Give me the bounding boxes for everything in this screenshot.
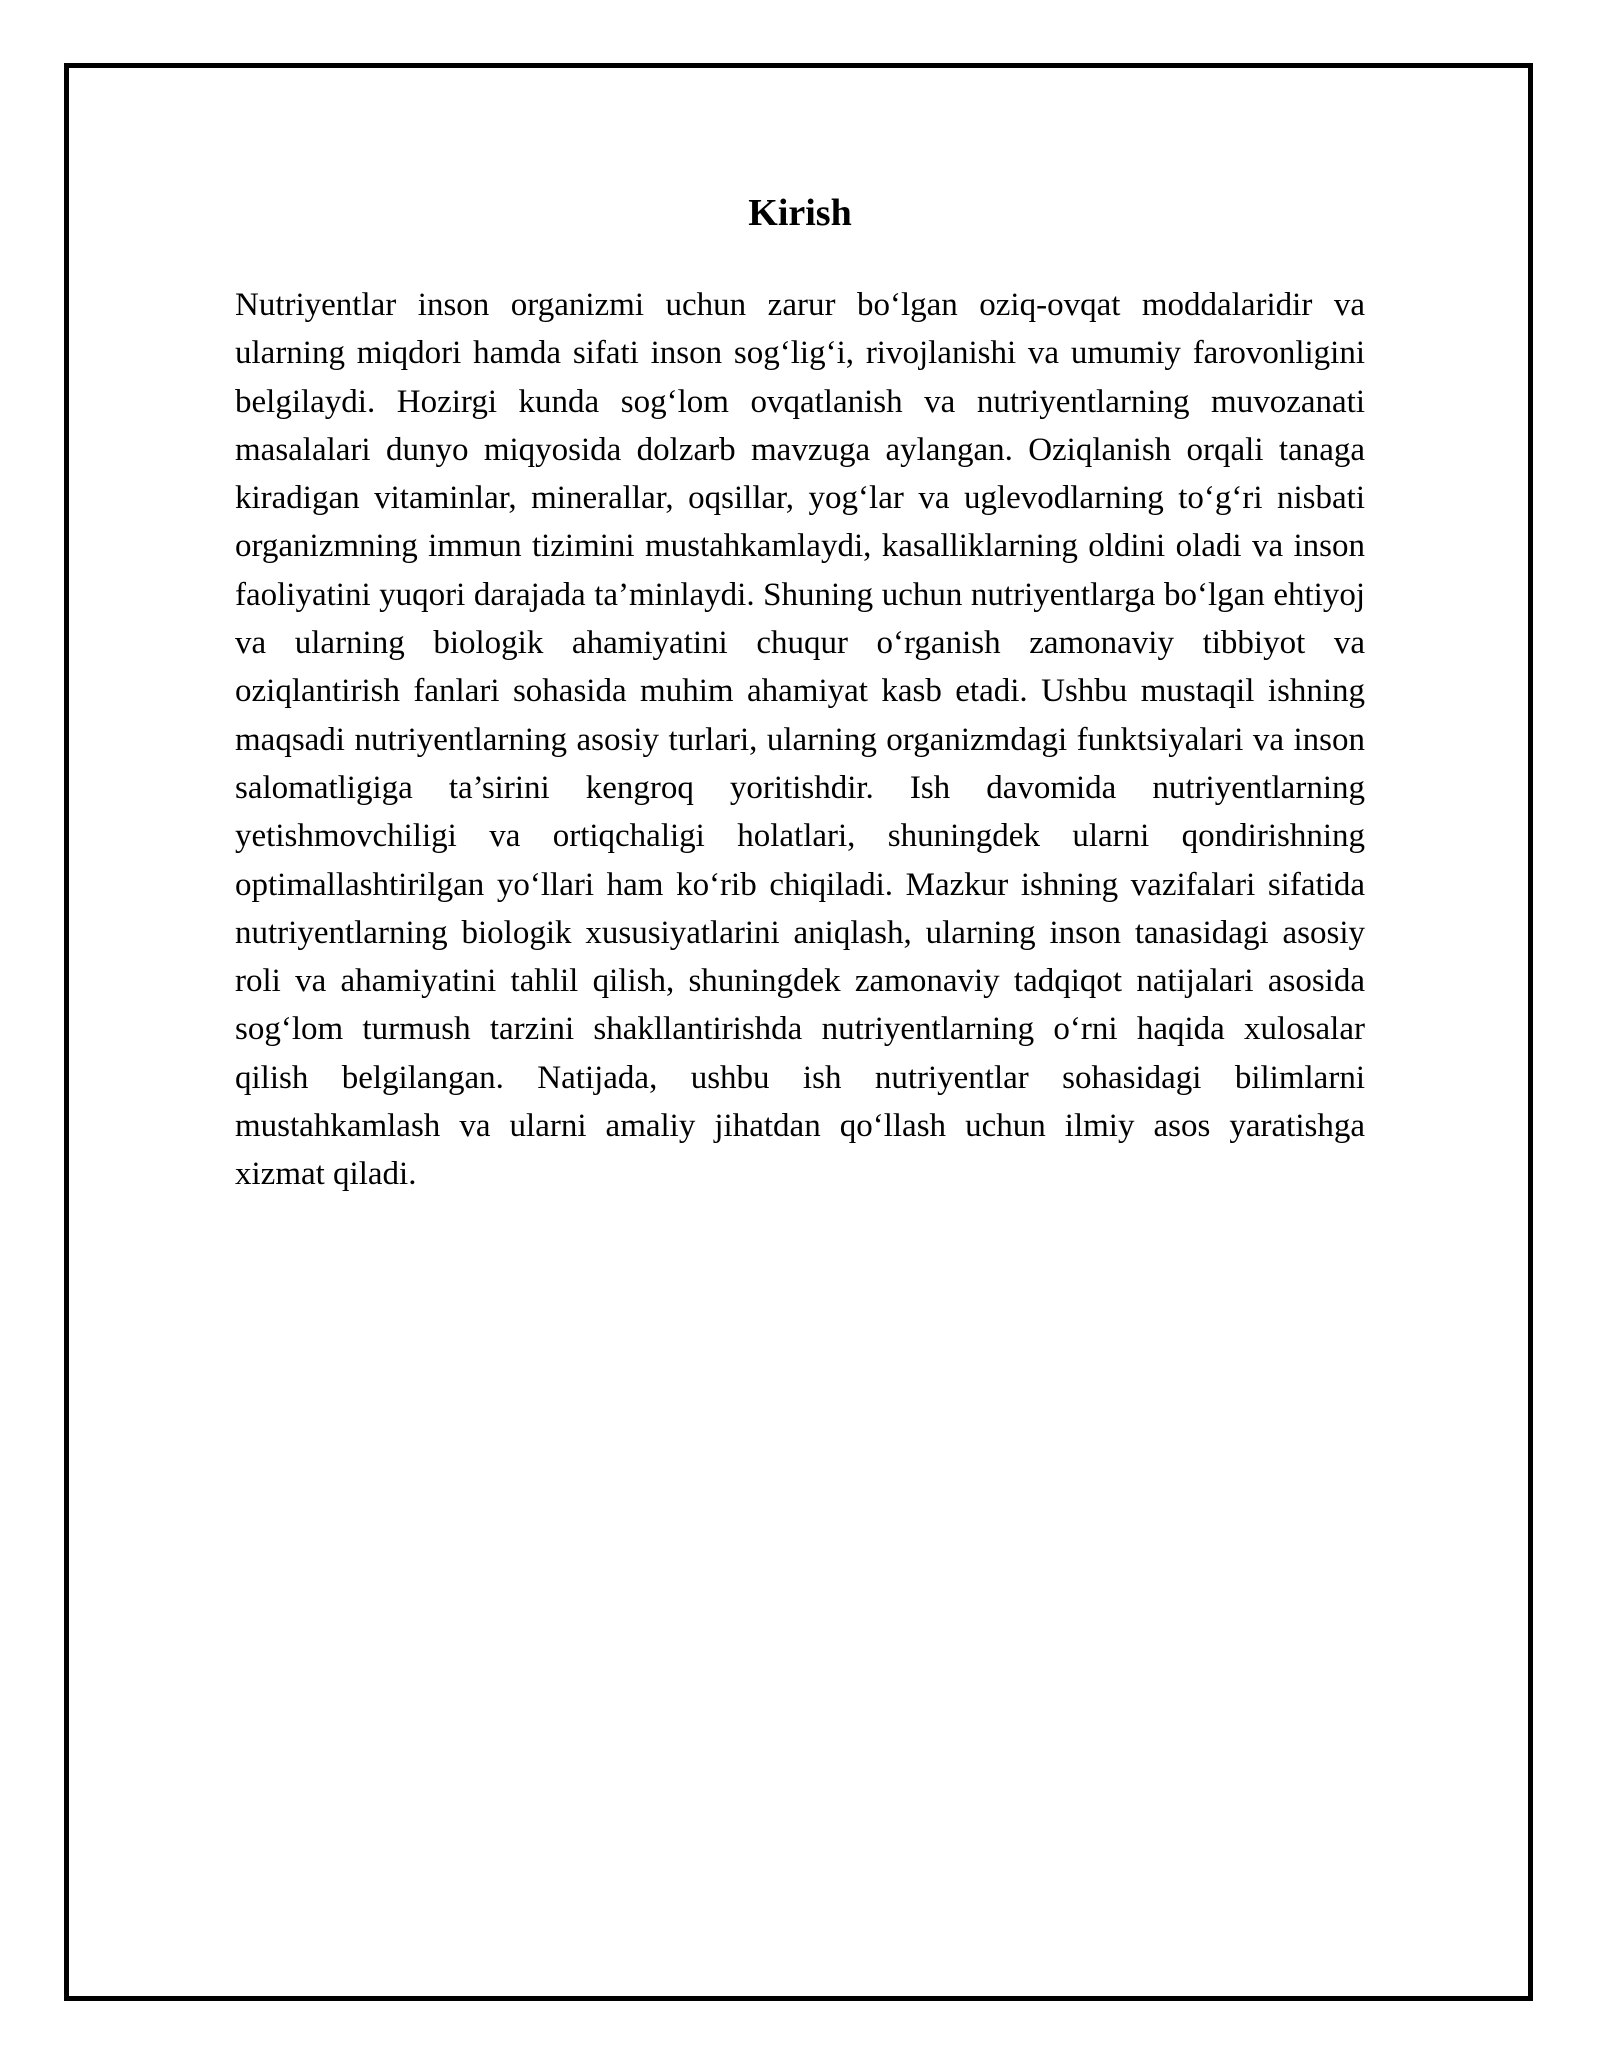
document-title: Kirish [748,192,852,234]
document-content [235,185,1365,1199]
body-paragraph: Nutriyentlar inson organizmi uchun zarur bo‘lgan oziq-ovqat moddalaridir va ularning miqdori hamda sifati inson sog‘lig‘i, rivojlanishi va umumiy farovonligini belgilaydi. Hozirgi kunda sog‘lom ovqatlanish va nutriyentlarning muvozanati masalalari dunyo miqyosida dolzarb mavzuga aylangan. Oziqlanish orqali tanaga kiradigan vitaminlar, minerallar, oqsillar, yog‘lar va uglevodlarning to‘g‘ri nisbati organizmning immun tizimini mustahkamlaydi, kasalliklarning oldini oladi va inson faoliyatini yuqori darajada ta’minlaydi. Shuning uchun nutriyentlarga bo‘lgan ehtiyoj va ularning biologik ahamiyatini chuqur o‘rganish zamonaviy tibbiyot va oziqlantirish fanlari sohasida muhim ahamiyat kasb etadi. Ushbu mustaqil ishning maqsadi nutriyentlarning asosiy turlari, ularning organizmdagi funktsiyalari va inson salomatligiga ta’sirini kengroq yoritishdir. Ish davomida nutriyentlarning yetishmovchiligi va ortiqchaligi holatlari, shuningdek ularni qondirishning optimallashtirilgan yo‘llari ham ko‘rib chiqiladi. Mazkur ishning vazifalari sifatida nutriyentlarning biologik xususiyatlarini aniqlash, ularning inson tanasidagi asosiy roli va ahamiyatini tahlil qilish, shuningdek zamonaviy tadqiqot natijalari asosida sog‘lom turmush tarzini shakllantirishda nutriyentlarning o‘rni haqida xulosalar qilish belgilangan. Natijada, ushbu ish nutriyentlar sohasidagi bilimlarni mustahkamlash va ularni amaliy jihatdan qo‘llash uchun ilmiy asos yaratishga xizmat qiladi. [235,287,1365,1193]
